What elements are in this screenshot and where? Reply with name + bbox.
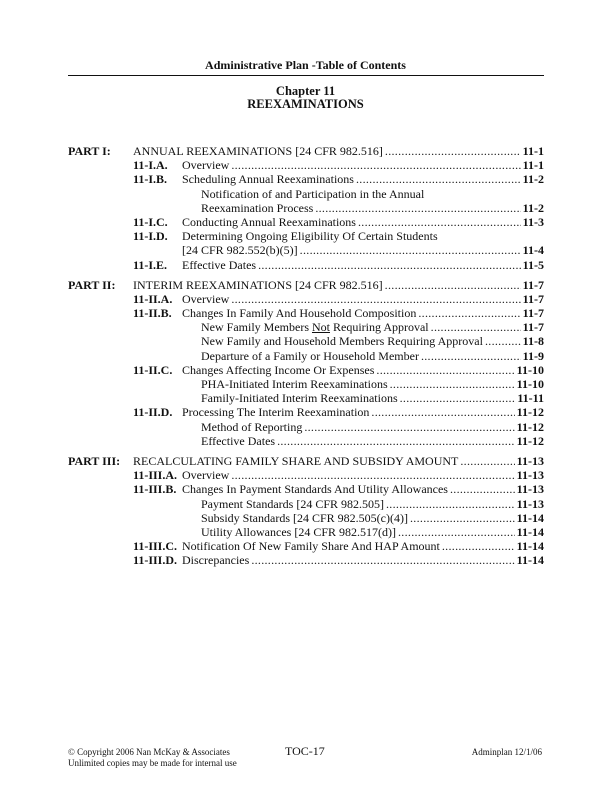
toc-part-row [68,454,544,468]
entry-title: Subsidy Standards [24 CFR 982.505(c)(4)] [201,510,408,525]
section-code [133,334,182,348]
spacer [182,201,201,215]
entry-title: Conducting Annual Reexaminations [182,214,356,229]
spacer [68,229,133,243]
section-code: 11-I.B. [133,172,168,187]
page-number: 11-1 [522,158,544,173]
chapter-title: REEXAMINATIONS [247,97,364,111]
toc-entry [68,158,544,172]
spacer [68,511,133,525]
dot-leader [277,434,515,448]
toc-entry [68,553,544,567]
dot-leader [485,334,521,348]
toc-entry [68,187,544,201]
spacer [182,511,201,525]
toc-entry [68,525,544,539]
page-number: 11-3 [522,214,544,229]
page-number: 11-12 [516,405,544,420]
spacer [68,468,133,482]
entry-title: [24 CFR 982.552(b)(5)] [182,243,298,258]
toc-entry [68,377,544,391]
section-code: 11-II.C. [133,362,173,377]
toc-part [68,278,544,448]
dot-leader [376,363,514,377]
spacer [68,434,133,448]
dot-leader [450,482,515,496]
entry-title: Discrepancies [182,553,250,568]
page-number: 11-14 [516,510,544,525]
section-code [133,187,182,201]
toc-entry [68,334,544,348]
page-number: 11-7 [522,320,544,335]
section-code: 11-III.C. [133,539,178,554]
toc-entry [68,201,544,215]
page-number: 11-2 [522,200,544,215]
entry-title: Notification of and Participation in the Annual [201,186,425,201]
dot-leader [304,420,514,434]
section-code: 11-III.B. [133,482,177,497]
toc-entry [68,391,544,405]
document-header: Administrative Plan -Table of Contents [205,58,406,72]
entry-title: Changes Affecting Income Or Expenses [182,362,375,377]
entry-title: Reexamination Process [201,200,314,215]
entry-title: PHA-Initiated Interim Reexaminations [201,377,388,391]
section-code: 11-III.D. [133,553,178,568]
dot-leader [442,539,515,553]
dot-leader [258,258,521,272]
section-code: 11-II.A. [133,291,173,306]
part-label: PART II: [68,277,116,292]
toc-entry [68,292,544,306]
footer-copyright: © Copyright 2006 Nan McKay & Associates [68,747,230,757]
part-title: INTERIM REEXAMINATIONS [24 CFR 982.516] [133,277,383,292]
section-code [133,420,182,434]
toc-entry [68,363,544,377]
spacer [68,334,133,348]
spacer [182,377,201,391]
entry-title: Departure of a Family or Household Member [201,348,419,363]
toc-entry [68,482,544,496]
spacer [68,497,133,511]
dot-leader [421,349,521,363]
toc-entry [68,468,544,482]
dot-leader [385,278,521,292]
section-code: 11-I.E. [133,257,168,272]
spacer [68,482,133,496]
section-code [133,377,182,391]
spacer [182,320,201,334]
section-code: 11-II.B. [133,306,172,321]
spacer [68,172,133,186]
page-number: 11-10 [516,377,544,391]
entry-title: Overview [182,468,230,483]
spacer [68,158,133,172]
spacer [68,349,133,363]
section-code [133,497,182,511]
footer-notice: Unlimited copies may be made for internal use [68,758,237,768]
section-code: 11-I.D. [133,229,168,244]
footer-page-number: TOC-17 [285,744,325,758]
dot-leader [300,243,521,257]
section-code: 11-III.A. [133,468,178,483]
entry-title: Effective Dates [201,433,276,448]
page-number: 11-12 [516,419,544,434]
dot-leader [358,215,521,229]
spacer [68,306,133,320]
dot-leader [231,158,520,172]
dot-leader [431,320,521,334]
page-number: 11-4 [522,243,544,258]
footer-doc-version: Adminplan 12/1/06 [471,747,542,757]
entry-title: New Family and Household Members Requiring Approval [201,334,483,349]
entry-title: Changes In Payment Standards And Utility Allowances [182,482,448,497]
spacer [68,377,133,391]
spacer [68,391,133,405]
spacer [182,334,201,348]
toc-entry [68,349,544,363]
toc-part [68,454,544,568]
spacer [182,187,201,201]
page-number: 11-13 [516,453,544,468]
dot-leader [385,144,521,158]
entry-title: Changes In Family And Household Composition [182,306,417,321]
page-number: 11-7 [522,306,544,321]
spacer [68,420,133,434]
page-number: 11-7 [522,277,544,292]
spacer [182,349,201,363]
entry-title: Utility Allowances [24 CFR 982.517(d)] [201,524,396,539]
section-code [133,201,182,215]
emphasis: Not [311,320,330,335]
spacer [182,420,201,434]
toc-entry [68,258,544,272]
toc-entry [68,405,544,419]
section-code [133,243,182,257]
spacer [68,553,133,567]
dot-leader [460,454,514,468]
table-of-contents [68,144,544,573]
dot-leader [418,306,520,320]
toc-entry [68,434,544,448]
spacer [68,525,133,539]
spacer [68,243,133,257]
dot-leader [315,201,520,215]
spacer [68,539,133,553]
dot-leader [251,553,514,567]
spacer [182,434,201,448]
dot-leader [231,468,514,482]
toc-entry [68,511,544,525]
toc-entry [68,215,544,229]
chapter-number: Chapter 11 [275,84,336,98]
dot-leader [386,497,515,511]
entry-title: Determining Ongoing Eligibility Of Certain Students [182,229,438,244]
spacer [68,258,133,272]
dot-leader [390,377,515,391]
page-number: 11-12 [516,433,544,448]
dot-leader [410,511,515,525]
toc-entry [68,320,544,334]
header-rule [68,75,544,76]
section-code: 11-I.A. [133,158,168,173]
dot-leader [231,292,520,306]
entry-title: New Family Members Not Requiring Approval [201,320,429,335]
page-number: 11-13 [516,496,544,511]
spacer [68,187,133,201]
page-number: 11-11 [517,391,544,406]
page-number: 11-8 [522,334,544,349]
part-title: RECALCULATING FAMILY SHARE AND SUBSIDY AMOUNT [133,453,459,468]
toc-part [68,144,544,272]
spacer [68,405,133,419]
toc-entry [68,420,544,434]
entry-title: Method of Reporting [201,419,303,434]
section-code [133,320,182,334]
spacer [68,201,133,215]
entry-title: Family-Initiated Interim Reexaminations [201,391,398,406]
section-code [133,434,182,448]
toc-entry [68,243,544,257]
section-code: 11-I.C. [133,214,168,229]
section-code: 11-II.D. [133,405,173,420]
entry-title: Processing The Interim Reexamination [182,405,370,420]
page-number: 11-13 [516,482,544,497]
dot-leader [398,525,515,539]
entry-title: Payment Standards [24 CFR 982.505] [201,496,384,511]
entry-title: Effective Dates [182,257,257,272]
section-code [133,525,182,539]
part-title: ANNUAL REEXAMINATIONS [24 CFR 982.516] [133,144,383,158]
part-label: PART I: [68,144,111,158]
page-number: 11-14 [516,553,544,568]
toc-entry [68,229,544,243]
toc-entry [68,172,544,186]
entry-title: Scheduling Annual Reexaminations [182,172,354,187]
page-number: 11-1 [522,144,544,158]
toc-entry [68,497,544,511]
page-number: 11-9 [522,348,544,363]
section-code [133,349,182,363]
spacer [68,215,133,229]
page-number: 11-2 [522,172,544,187]
dot-leader [371,405,514,419]
toc-entry [68,539,544,553]
toc-part-row [68,144,544,158]
toc-entry [68,306,544,320]
page-number: 11-10 [516,362,544,377]
spacer [182,497,201,511]
section-code [133,391,182,405]
page-number: 11-14 [516,539,544,554]
toc-part-row [68,278,544,292]
page-number: 11-7 [522,291,544,306]
part-label: PART III: [68,453,121,468]
page-number: 11-5 [522,257,544,272]
spacer [68,320,133,334]
dot-leader [400,391,516,405]
spacer [68,363,133,377]
page-number: 11-14 [516,524,544,539]
entry-title: Notification Of New Family Share And HAP Amount [182,539,440,554]
spacer [182,525,201,539]
spacer [68,292,133,306]
entry-title: Overview [182,291,230,306]
section-code [133,511,182,525]
page-number: 11-13 [516,468,544,483]
spacer [182,391,201,405]
entry-title: Overview [182,158,230,173]
dot-leader [356,172,521,186]
